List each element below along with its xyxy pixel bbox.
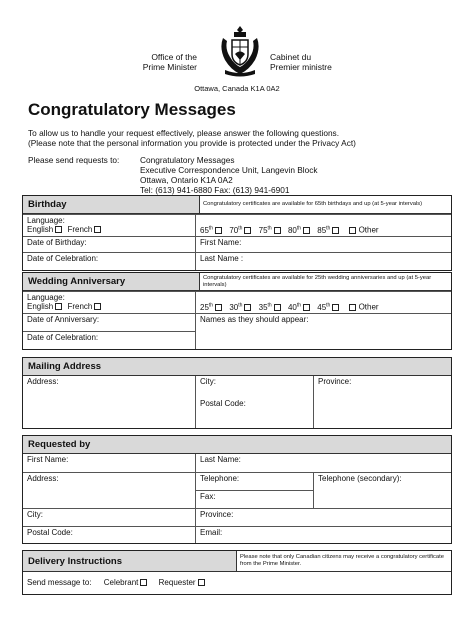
- wedding-language-row: [23, 291, 451, 313]
- birthday-french-label: French: [67, 225, 93, 234]
- year-25-checkbox[interactable]: [215, 304, 222, 311]
- requester-checkbox[interactable]: [198, 579, 205, 586]
- age-70-checkbox[interactable]: [244, 227, 251, 234]
- intro-line2: (Please note that the personal information you provide is protected under the Privacy Act): [28, 138, 356, 148]
- year-option-35: 35: [258, 302, 268, 312]
- year-other-checkbox[interactable]: [349, 304, 356, 311]
- office-en-line2: Prime Minister: [142, 62, 197, 72]
- page-title: Congratulatory Messages: [28, 100, 236, 119]
- age-85-checkbox[interactable]: [332, 227, 339, 234]
- mailing-title: Mailing Address: [28, 361, 102, 372]
- coat-of-arms-icon: [217, 24, 263, 78]
- wedding-note-text: Congratulatory certificates are available for 25th wedding anniversaries and up (at 5-year intervals): [203, 274, 432, 288]
- wedding-year-cell: [195, 292, 451, 313]
- age-option-85: 85: [317, 225, 327, 235]
- wedding-section: [22, 272, 452, 350]
- send-line3: Ottawa, Ontario K1A 0A2: [140, 175, 233, 185]
- birthday-row-2: [23, 236, 451, 252]
- birthday-english-checkbox[interactable]: [55, 226, 62, 233]
- intro-text: [28, 128, 448, 148]
- requester-telephone-field[interactable]: Telephone:: [196, 473, 313, 491]
- birthday-celebration-date-field[interactable]: Date of Celebration:: [27, 254, 99, 263]
- office-fr: [270, 52, 380, 72]
- send-label: Please send requests to:: [28, 155, 120, 165]
- delivery-note: [236, 551, 451, 571]
- wedding-english-label: English: [27, 302, 54, 311]
- age-option-70-suffix: th: [238, 225, 243, 231]
- requester-phone-column: [195, 473, 313, 508]
- wedding-row-2: [23, 313, 451, 349]
- age-option-80: 80: [287, 225, 297, 235]
- birthday-last-name-field[interactable]: Last Name :: [195, 253, 451, 270]
- wedding-note: [199, 273, 451, 290]
- year-45-checkbox[interactable]: [332, 304, 339, 311]
- wedding-french-label: French: [67, 302, 93, 311]
- mailing-section: [22, 357, 452, 429]
- age-option-70: 70: [229, 225, 239, 235]
- delivery-note-text: Please note that only Canadian citizens may receive a congratulatory certificate from the Prime Minister.: [240, 554, 444, 567]
- mailing-header: [23, 358, 451, 376]
- requester-telephone2-field[interactable]: Telephone (secondary):: [313, 473, 451, 508]
- requested-row-2: [23, 472, 451, 508]
- age-option-75-suffix: th: [267, 225, 272, 231]
- send-line1: Congratulatory Messages: [140, 155, 235, 165]
- year-option-45: 45: [317, 302, 327, 312]
- age-option-65: 65: [200, 225, 209, 235]
- year-option-45-suffix: th: [326, 302, 331, 308]
- requester-city-field[interactable]: City:: [27, 510, 43, 519]
- date-of-birthday-field[interactable]: Date of Birthday:: [27, 238, 87, 247]
- requester-label: Requester: [158, 578, 196, 587]
- birthday-english-label: English: [27, 225, 54, 234]
- delivery-title: Delivery Instructions: [28, 556, 122, 567]
- delivery-section: [22, 550, 452, 595]
- age-80-checkbox[interactable]: [303, 227, 310, 234]
- year-other-label: Other: [358, 302, 379, 312]
- age-option-65-suffix: th: [208, 225, 214, 231]
- wedding-celebration-date-field[interactable]: Date of Celebration:: [27, 333, 99, 342]
- date-of-anniversary-field[interactable]: Date of Anniversary:: [23, 314, 195, 332]
- birthday-language-label: Language:: [27, 216, 65, 225]
- names-as-appear-field[interactable]: Names as they should appear:: [195, 314, 451, 349]
- requester-postal-field[interactable]: Postal Code:: [27, 528, 73, 537]
- wedding-french-checkbox[interactable]: [94, 303, 101, 310]
- year-option-35-suffix: th: [267, 302, 272, 308]
- delivery-header: [23, 551, 451, 572]
- wedding-title: Wedding Anniversary: [28, 276, 126, 287]
- age-75-checkbox[interactable]: [274, 227, 281, 234]
- age-option-85-suffix: th: [326, 225, 331, 231]
- celebrant-label: Celebrant: [103, 578, 139, 587]
- wedding-language-label: Language:: [27, 293, 65, 302]
- birthday-section: [22, 195, 452, 271]
- wedding-dates-column: [23, 314, 195, 349]
- age-other-checkbox[interactable]: [349, 227, 356, 234]
- birthday-language-row: [23, 214, 451, 236]
- requester-first-name-field[interactable]: First Name:: [27, 455, 69, 464]
- birthday-french-checkbox[interactable]: [94, 226, 101, 233]
- delivery-body: [23, 572, 451, 594]
- requester-address-field[interactable]: Address:: [27, 474, 59, 483]
- requested-title: Requested by: [28, 439, 91, 450]
- birthday-age-cell: [195, 215, 451, 236]
- requester-fax-field[interactable]: Fax:: [200, 492, 216, 501]
- wedding-english-checkbox[interactable]: [55, 303, 62, 310]
- birthday-note: [199, 196, 451, 213]
- celebrant-checkbox[interactable]: [140, 579, 147, 586]
- send-line2: Executive Correspondence Unit, Langevin Block: [140, 165, 318, 175]
- age-65-checkbox[interactable]: [215, 227, 222, 234]
- send-to-label: Send message to:: [27, 578, 92, 587]
- mailing-address-field[interactable]: Address:: [27, 377, 59, 386]
- send-line4: Tel: (613) 941-6880 Fax: (613) 941-6901: [140, 185, 290, 195]
- requested-section: [22, 435, 452, 544]
- intro-line1: To allow us to handle your request effectively, please answer the following questions.: [28, 128, 340, 138]
- age-other-label: Other: [358, 225, 379, 235]
- office-city: Ottawa, Canada K1A 0A2: [194, 84, 280, 93]
- year-option-25: 25: [200, 302, 209, 312]
- office-fr-line1: Cabinet du: [270, 52, 312, 62]
- year-option-30-suffix: th: [238, 302, 243, 308]
- requested-header: [23, 436, 451, 454]
- birthday-first-name-field[interactable]: First Name:: [195, 237, 451, 252]
- birthday-row-3: [23, 252, 451, 270]
- wedding-language-cell: [23, 292, 195, 313]
- requested-row-4: [23, 526, 451, 543]
- wedding-header: [23, 273, 451, 291]
- mailing-postal-field[interactable]: Postal Code:: [200, 399, 246, 408]
- birthday-header: [23, 196, 451, 214]
- birthday-language-cell: [23, 215, 195, 236]
- year-option-40: 40: [287, 302, 297, 312]
- birthday-note-text: Congratulatory certificates are available for 65th birthdays and up (at 5-year intervals): [203, 201, 423, 207]
- age-option-75: 75: [258, 225, 268, 235]
- requester-last-name-field[interactable]: Last Name:: [195, 454, 451, 472]
- mailing-body: [23, 376, 451, 428]
- office-en-line1: Office of the: [151, 52, 197, 62]
- mailing-city-column: [195, 376, 313, 428]
- requester-email-field[interactable]: Email:: [195, 527, 451, 543]
- year-option-30: 30: [229, 302, 239, 312]
- mailing-province-field[interactable]: Province:: [313, 376, 451, 428]
- requested-row-3: [23, 508, 451, 526]
- age-option-80-suffix: th: [296, 225, 302, 231]
- year-40-checkbox[interactable]: [303, 304, 310, 311]
- office-en: [120, 52, 197, 72]
- year-30-checkbox[interactable]: [244, 304, 251, 311]
- send-address: [140, 155, 318, 195]
- birthday-title: Birthday: [28, 199, 67, 210]
- office-fr-line2: Premier ministre: [270, 62, 332, 72]
- year-35-checkbox[interactable]: [274, 304, 281, 311]
- year-option-25-suffix: th: [208, 302, 214, 308]
- requester-province-field[interactable]: Province:: [195, 509, 451, 526]
- requested-row-1: [23, 454, 451, 472]
- year-option-40-suffix: th: [296, 302, 302, 308]
- mailing-city-field[interactable]: City:: [200, 377, 216, 386]
